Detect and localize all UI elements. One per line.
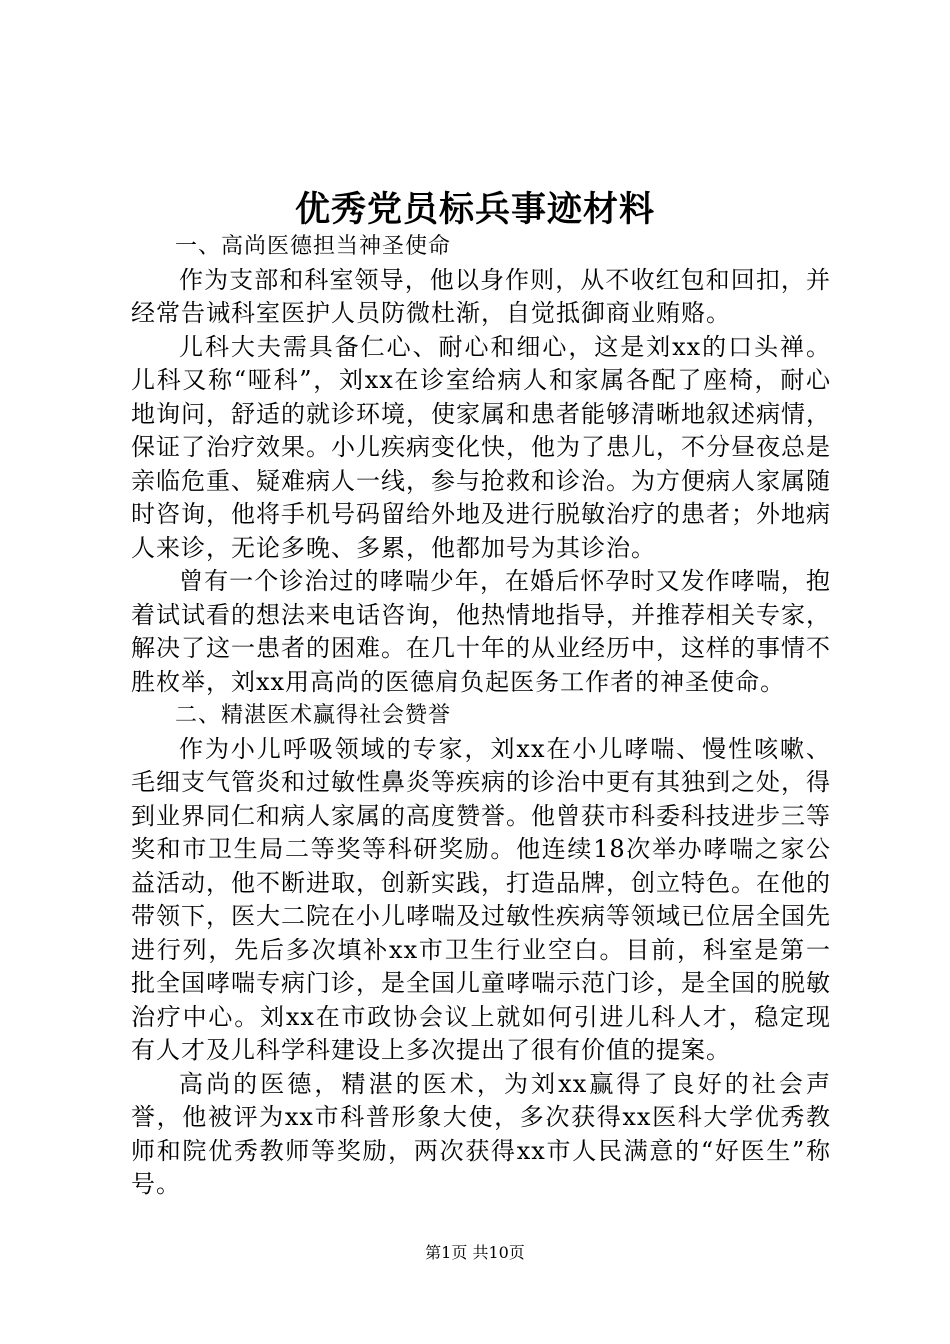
paragraph: 作为支部和科室领导，他以身作则，从不收红包和回扣，并经常告诫科室医护人员防微杜渐，自觉抵御商业贿赂。 [131, 265, 831, 327]
page-number-footer: 第1页 共10页 [425, 1243, 525, 1262]
document-title: 优秀党员标兵事迹材料 [294, 189, 655, 230]
section-heading: 二、精湛医术赢得社会赞誉 [175, 703, 452, 728]
paragraph: 作为小儿呼吸领域的专家，刘xx在小儿哮喘、慢性咳嗽、毛细支气管炎和过敏性鼻炎等疾病的诊治中更有其独到之处，得到业界同仁和病人家属的高度赞誉。他曾获市科委科技进步三等奖和市卫生局二等奖等科研奖励。他连续18次举办哮喘之家公益活动，他不断进取，创新实践，打造品牌，创立特色。在他的带领下，医大二院在小儿哮喘及过敏性疾病等领域已位居全国先进行列，先后多次填补xx市卫生行业空白。目前，科室是第一批全国哮喘专病门诊，是全国儿童哮喘示范门诊，是全国的脱敏治疗中心。刘xx在市政协会议上就如何引进儿科人才，稳定现有人才及儿科学科建设上多次提出了很有价值的提案。 [131, 734, 831, 1064]
document-body [131, 230, 831, 1202]
paragraph: 高尚的医德，精湛的医术，为刘xx赢得了良好的社会声誉，他被评为xx市科普形象大使，多次获得xx医科大学优秀教师和院优秀教师等奖励，两次获得xx市人民满意的“好医生”称号。 [131, 1069, 831, 1198]
section-heading: 一、高尚医德担当神圣使命 [175, 234, 452, 259]
paragraph: 曾有一个诊治过的哮喘少年，在婚后怀孕时又发作哮喘，抱着试试看的想法来电话咨询，他热情地指导，并推荐相关专家，解决了这一患者的困难。在几十年的从业经历中，这样的事情不胜枚举，刘xx用高尚的医德肩负起医务工作者的神圣使命。 [131, 567, 831, 696]
paragraph: 儿科大夫需具备仁心、耐心和细心，这是刘xx的口头禅。儿科又称“哑科”，刘xx在诊室给病人和家属各配了座椅，耐心地询问，舒适的就诊环境，使家属和患者能够清晰地叙述病情，保证了治疗效果。小儿疾病变化快，他为了患儿，不分昼夜总是亲临危重、疑难病人一线，参与抢救和诊治。为方便病人家属随时咨询，他将手机号码留给外地及进行脱敏治疗的患者；外地病人来诊，无论多晚、多累，他都加号为其诊治。 [131, 332, 831, 562]
